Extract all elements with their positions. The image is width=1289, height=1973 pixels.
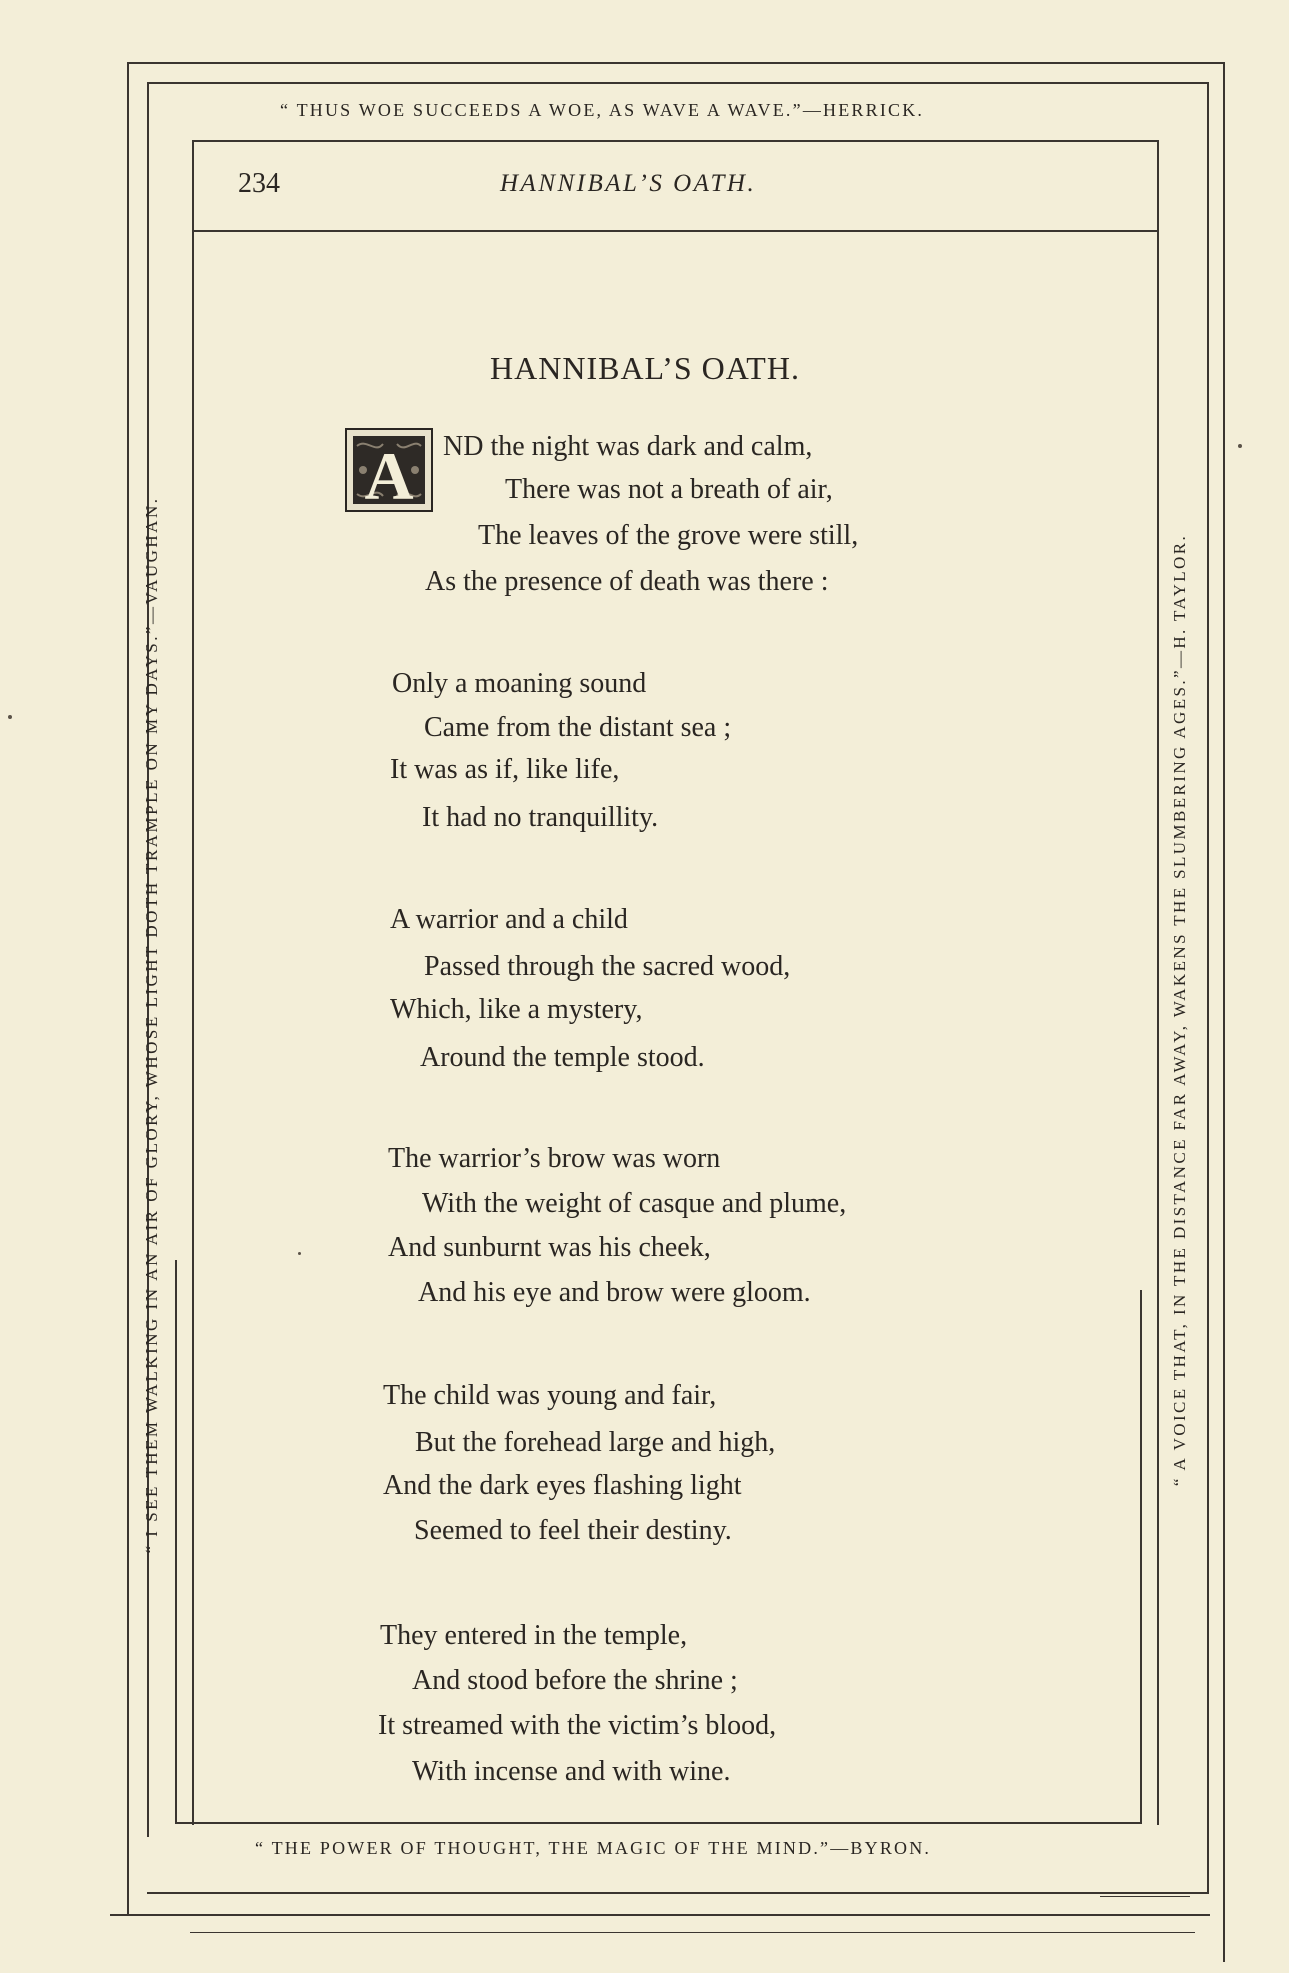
verse-line: A warrior and a child [390,904,628,935]
verse-line: With the weight of casque and plume, [422,1188,847,1219]
print-speck [8,715,12,719]
header-rule [192,230,1158,232]
inner-frame-bottom [175,1822,1141,1824]
print-speck [1238,444,1242,448]
verse-line: The leaves of the grove were still, [478,520,859,551]
verse-line: It streamed with the victim’s blood, [378,1710,777,1741]
outer-frame-right [1223,62,1225,1962]
verse-line: With incense and with wine. [412,1756,731,1787]
verse-line: The warrior’s brow was worn [388,1143,721,1174]
left-margin-quote: “ I SEE THEM WALKING IN AN AIR OF GLORY, WHOSE LIGHT DOTH TRAMPLE ON MY DAYS.”—VAUGHAN. [142,496,161,1554]
outer-frame-bottom-rule [190,1932,1195,1933]
inner-frame-left [192,140,194,1825]
drop-cap [345,428,433,512]
verse-line: It had no tranquillity. [422,802,659,833]
verse-line: And sunburnt was his cheek, [388,1232,711,1263]
outer-frame-bottom [110,1914,1210,1916]
top-quote: “ THUS WOE SUCCEEDS A WOE, AS WAVE A WAVE.”—HERRICK. [280,100,925,120]
middle-frame-top [147,82,1209,84]
inner-frame-lower-right [1140,1290,1142,1824]
verse-line: And the dark eyes flashing light [383,1470,742,1501]
verse-line: They entered in the temple, [380,1620,688,1651]
verse-line: But the forehead large and high, [415,1427,776,1458]
verse-line: ND the night was dark and calm, [443,431,813,462]
middle-frame-right [1207,82,1209,1892]
right-margin-quote: “ A VOICE THAT, IN THE DISTANCE FAR AWAY, WAKENS THE SLUMBERING AGES.”—H. TAYLOR. [1170,533,1189,1487]
middle-frame-bottom [147,1892,1209,1894]
verse-line: And his eye and brow were gloom. [418,1277,811,1308]
page-number: 234 [238,168,280,199]
verse-line: Seemed to feel their destiny. [414,1515,732,1546]
inner-frame-right [1157,140,1159,1825]
verse-line: The child was young and fair, [383,1380,717,1411]
verse-line: Which, like a mystery, [390,994,643,1025]
outer-frame-left [127,62,129,1914]
verse-line: Only a moaning sound [392,668,647,699]
verse-line: It was as if, like life, [390,754,620,785]
drop-cap-ornament [353,436,425,514]
inner-frame-lower-left [175,1260,177,1824]
verse-line: There was not a breath of air, [505,474,833,505]
bottom-quote: “ THE POWER OF THOUGHT, THE MAGIC OF THE MIND.”—BYRON. [255,1838,932,1858]
inner-frame-top [192,140,1158,142]
outer-frame-bottom-extension [1100,1896,1190,1897]
outer-frame-top [127,62,1225,64]
running-head: HANNIBAL’S OATH. [500,170,757,197]
poem-title: HANNIBAL’S OATH. [490,350,800,386]
drop-cap-letter: A [364,438,414,514]
verse-line: Came from the distant sea ; [424,712,732,743]
print-speck [298,1252,301,1255]
verse-line: As the presence of death was there : [425,566,829,597]
verse-line: Around the temple stood. [420,1042,705,1073]
verse-line: And stood before the shrine ; [412,1665,738,1696]
verse-line: Passed through the sacred wood, [424,951,791,982]
